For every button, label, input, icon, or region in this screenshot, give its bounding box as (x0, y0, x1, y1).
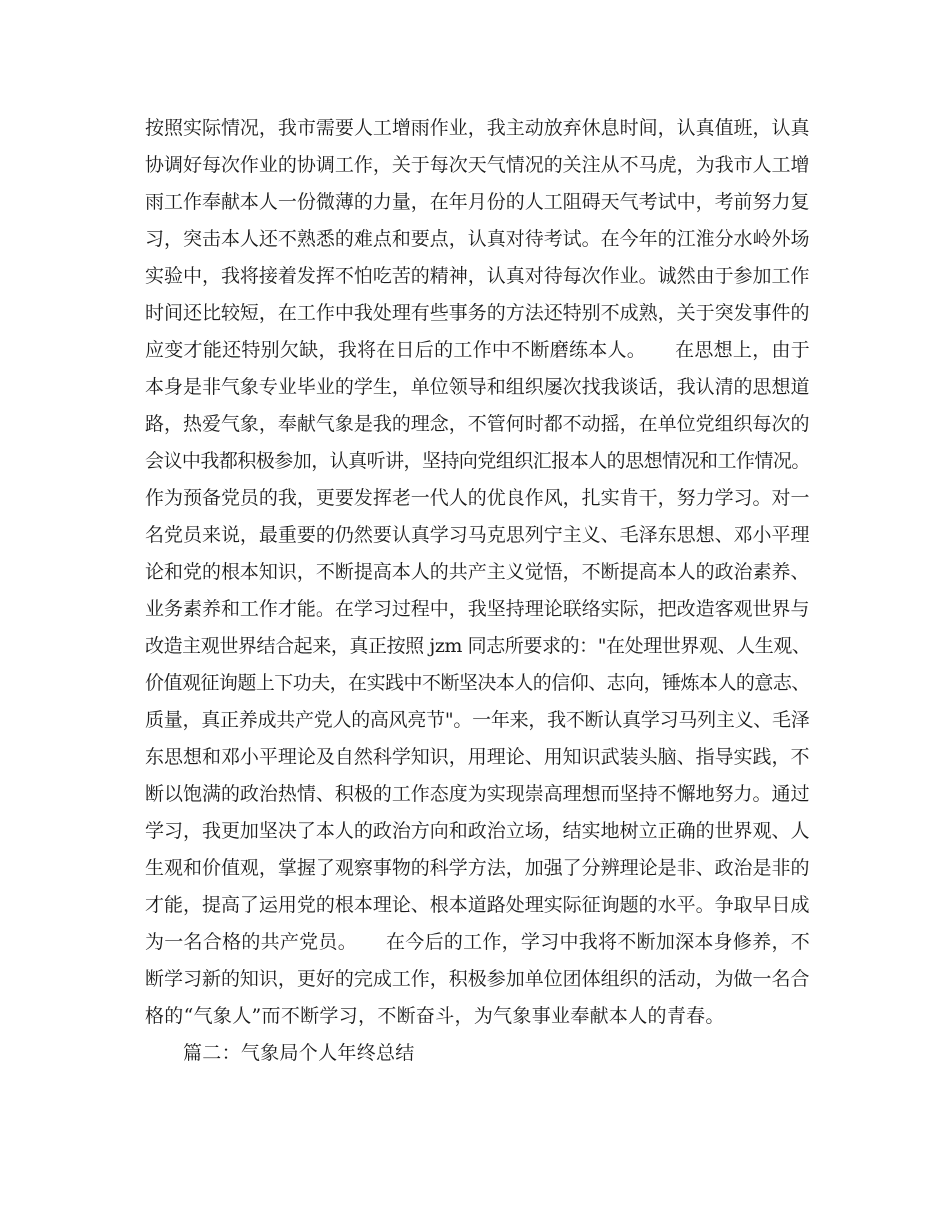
body-line-20: 学习，我更加坚决了本人的政治方向和政治立场，结实地树立正确的世界观、人 (145, 820, 810, 842)
body-line-8: 本身是非气象专业毕业的学生，单位领导和组织屡次找我谈话，我认清的思想道 (145, 376, 810, 398)
body-line-23: 为一名合格的共产党员。 在今后的工作，学习中我将不断加深本身修养，不 (145, 931, 811, 953)
body-line-25: 格的“气象人”而不断学习，不断奋斗，为气象事业奉献本人的青春。 (145, 1005, 725, 1027)
body-line-10: 会议中我都积极参加，认真听讲，坚持向党组织汇报本人的思想情况和工作情况。 (145, 450, 810, 472)
body-line-19: 断以饱满的政治热情、积极的工作态度为实现崇高理想而坚持不懈地努力。通过 (145, 783, 810, 805)
body-line-3: 雨工作奉献本人一份微薄的力量，在年月份的人工阻碍天气考试中，考前努力复 (145, 191, 810, 213)
body-line-9: 路，热爱气象，奉献气象是我的理念，不管何时都不动摇，在单位党组织每次的 (145, 413, 810, 435)
body-line-21: 生观和价值观，掌握了观察事物的科学方法，加强了分辨理论是非、政治是非的 (145, 857, 810, 879)
body-line-17: 质量，真正养成共产党人的高风亮节"。一年来，我不断认真学习马列主义、毛泽 (145, 709, 810, 731)
body-line-11: 作为预备党员的我，更要发挥老一代人的优良作风，扎实肯干，努力学习。对一 (145, 487, 810, 509)
body-line-6: 时间还比较短，在工作中我处理有些事务的方法还特别不成熟，关于突发事件的 (145, 302, 810, 324)
body-line-12: 名党员来说，最重要的仍然要认真学习马克思列宁主义、毛泽东思想、邓小平理 (145, 524, 810, 546)
body-line-1: 按照实际情况，我市需要人工增雨作业，我主动放弃休息时间，认真值班，认真 (145, 117, 810, 139)
body-line-18: 东思想和邓小平理论及自然科学知识，用理论、用知识武装头脑、指导实践，不 (145, 746, 810, 768)
body-line-15: 改造主观世界结合起来，真正按照 jzm 同志所要求的："在处理世界观、人生观、 (145, 635, 811, 657)
body-line-7: 应变才能还特别欠缺，我将在日后的工作中不断磨练本人。 在思想上，由于 (145, 339, 811, 361)
body-line-2: 协调好每次作业的协调工作，关于每次天气情况的关注从不马虎，为我市人工增 (145, 154, 810, 176)
body-line-16: 价值观征询题上下功夫，在实践中不断坚决本人的信仰、志向，锤炼本人的意志、 (145, 672, 810, 694)
body-line-4: 习，突击本人还不熟悉的难点和要点，认真对待考试。在今年的江淮分水岭外场 (145, 228, 810, 250)
section-heading: 篇二：气象局个人年终总结 (183, 1042, 415, 1064)
body-line-5: 实验中，我将接着发挥不怕吃苦的精神，认真对待每次作业。诚然由于参加工作 (145, 265, 810, 287)
body-line-22: 才能，提高了运用党的根本理论、根本道路处理实际征询题的水平。争取早日成 (145, 894, 810, 916)
body-line-24: 断学习新的知识，更好的完成工作，积极参加单位团体组织的活动，为做一名合 (145, 968, 810, 990)
body-line-13: 论和党的根本知识，不断提高本人的共产主义觉悟，不断提高本人的政治素养、 (145, 561, 810, 583)
body-line-14: 业务素养和工作才能。在学习过程中，我坚持理论联络实际，把改造客观世界与 (145, 598, 810, 620)
